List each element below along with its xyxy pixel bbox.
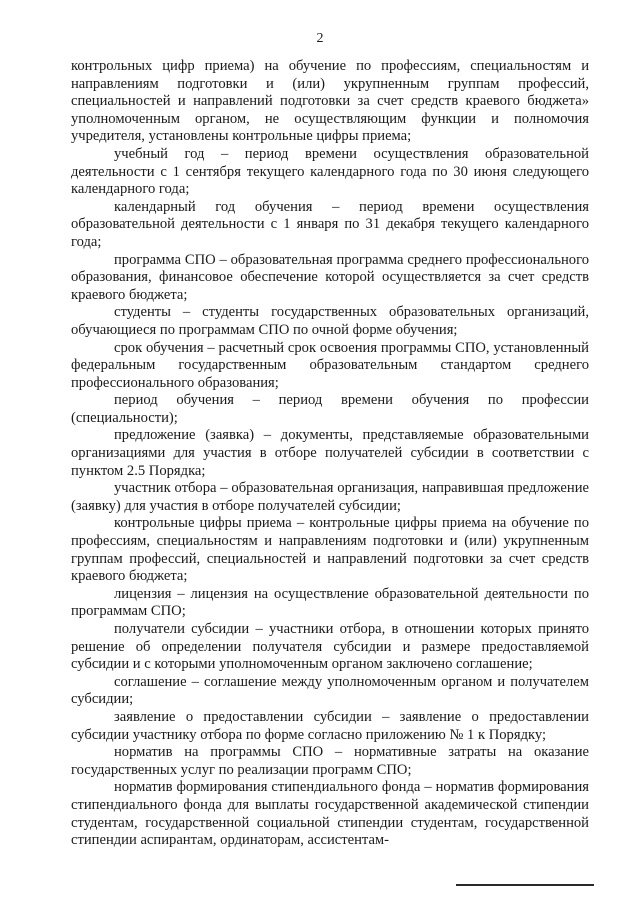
definition-admission-figures: контрольные цифры приема – контрольные цифры приема на обучение по профессиям, специальностям и направлениям подготовки и (или) укрупненным группам профессий, специальностей и направлений подготовки за счет средств краевого бюджета; [71,515,589,585]
definition-calendar-year: календарный год обучения – период времени осуществления образовательной деятельности с 1 января по 31 декабря текущего календарного года; [71,198,589,250]
definition-academic-year: учебный год – период времени осуществления образовательной деятельности с 1 сентября текущего календарного года по 30 июня следующего календарного года; [71,145,589,198]
definition-study-term: срок обучения – расчетный срок освоения программы СПО, установленный федеральным государственным образовательным стандартом среднего профессионального образования; [71,339,589,391]
definition-study-period: период обучения – период времени обучения по профессии (специальности); [71,392,589,426]
definition-students: студенты – студенты государственных образовательных организаций, обучающиеся по программам СПО по очной форме обучения; [71,304,589,338]
page-number: 2 [316,31,324,46]
definition-agreement: соглашение – соглашение между уполномоченным органом и получателем субсидии; [71,673,589,708]
definition-spo-standard: норматив на программы СПО – нормативные затраты на оказание государственных услуг по реализации программ СПО; [71,744,589,778]
definition-proposal: предложение (заявка) – документы, представляемые образовательными организациями для участия в отборе получателей субсидии в соответствии с пунктом 2.5 Порядка; [71,427,589,479]
definition-selection-participant: участник отбора – образовательная организация, направившая предложение (заявку) для участия в отборе получателей субсидии; [71,480,589,514]
definition-subsidy-recipients: получатели субсидии – участники отбора, в отношении которых принято решение об определении получателя субсидии и размере предоставляемой субсидии и с которыми уполномоченным органом заключено соглашение; [71,621,589,673]
paragraph-intro: контрольных цифр приема) на обучение по профессиям, специальностям и направлениям подготовки и (или) укрупненным группам профессий, специальностей и направлений подготовки за счет средств краевого бюджета» уполномоченным органом, не осуществляющим функции и полномочия учредителя, установлены контрольные цифры приема; [71,58,589,145]
footer-rule [456,884,594,886]
document-body [71,58,589,850]
definition-spo-program: программа СПО – образовательная программа среднего профессионального образования, финансовое обеспечение которой осуществляется за счет средств краевого бюджета; [71,251,589,303]
definition-scholarship-fund-standard: норматив формирования стипендиального фонда – норматив формирования стипендиального фонда для выплаты государственной академической стипендии студентам, государственной социальной стипендии студентам, государственной стипендии аспирантам, ординаторам, ассистентам- [71,779,589,849]
definition-subsidy-application: заявление о предоставлении субсидии – заявление о предоставлении субсидии участнику отбора по форме согласно приложению № 1 к Порядку; [71,708,589,743]
definition-license: лицензия – лицензия на осуществление образовательной деятельности по программам СПО; [71,585,589,620]
